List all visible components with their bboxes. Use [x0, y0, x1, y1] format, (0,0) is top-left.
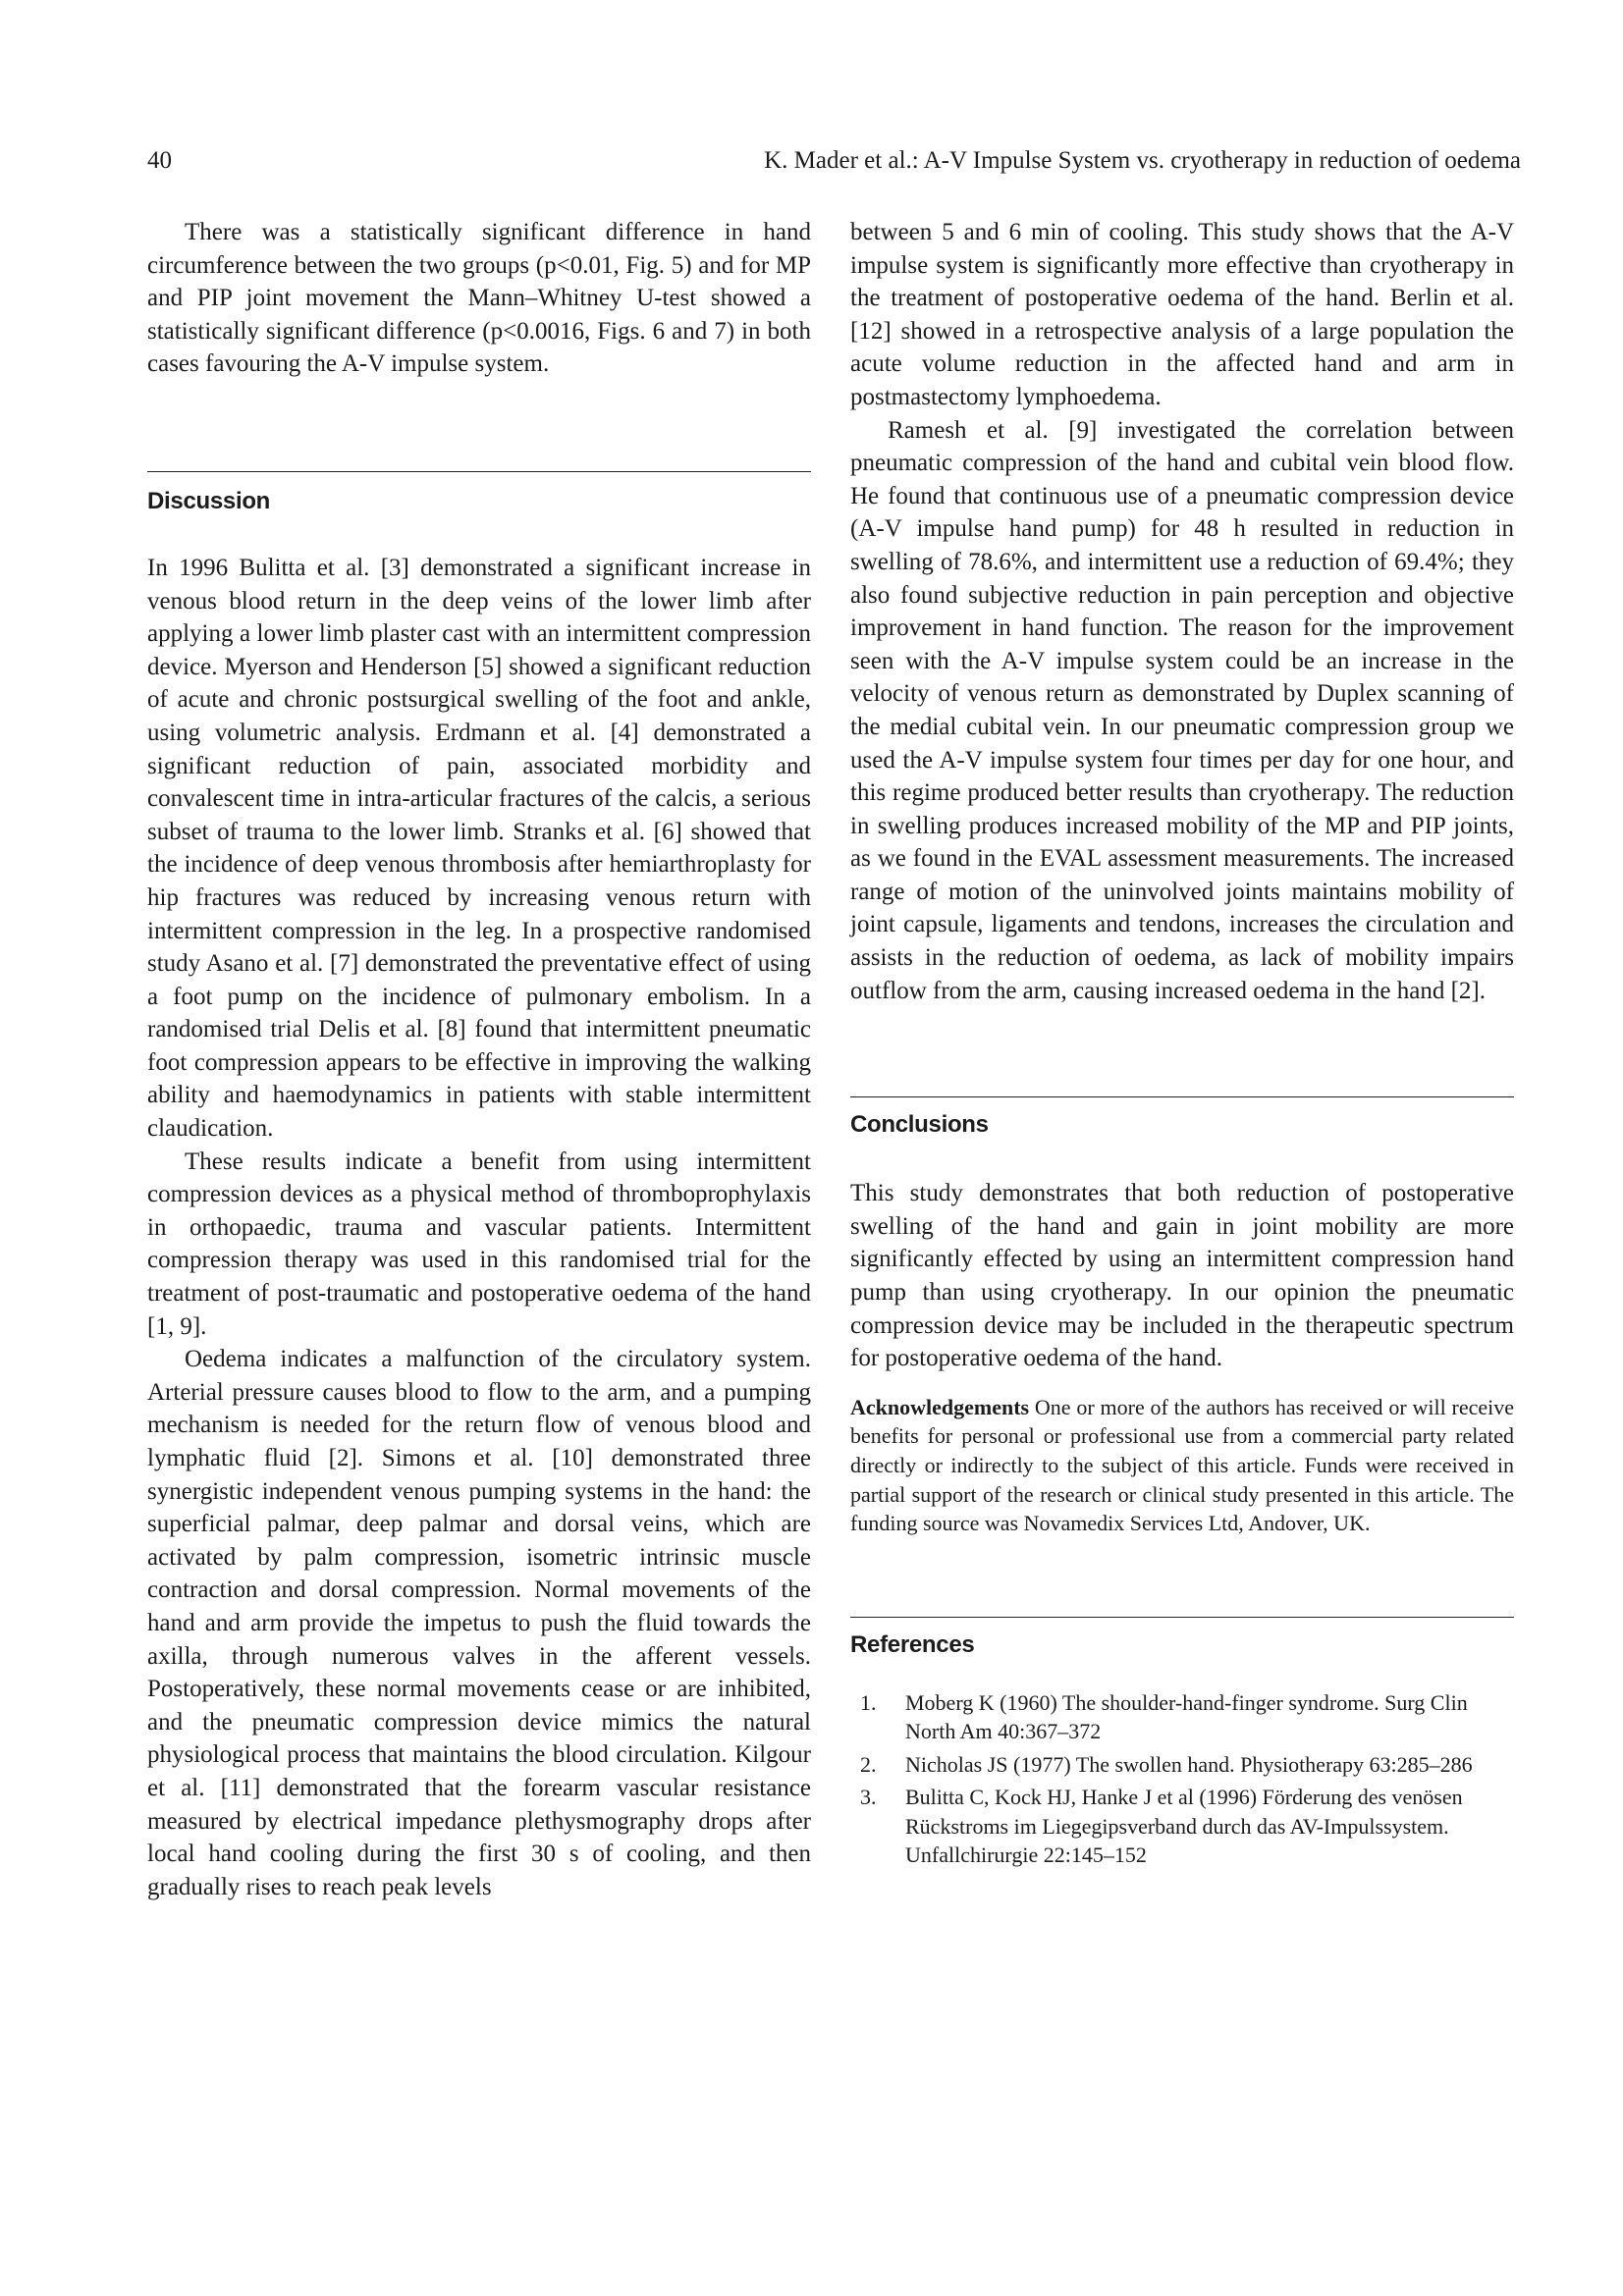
discussion-heading: Discussion	[147, 487, 271, 514]
reference-number: 3.	[860, 1785, 877, 1810]
running-head: K. Mader et al.: A-V Impulse System vs. cryotherapy in reduction of oedema	[764, 147, 1521, 174]
acknowledgements-label: Acknowledgements	[850, 1394, 1030, 1419]
reference-item	[850, 1750, 1514, 1780]
reference-item	[850, 1783, 1514, 1870]
references-rule	[850, 1617, 1514, 1618]
discussion-paragraph: Oedema indicates a malfunction of the circulatory system. Arterial pressure causes blood to flow to the arm, and a pumping mechanism is needed for the return flow of venous blood and lymphatic fluid [2]. Simons et al. [10] demonstrated three synergistic independent venous pumping systems in the hand: the superficial palmar, deep palmar and dorsal veins, which are activated by palm compression, isometric intrinsic muscle contraction and dorsal compression. Normal movements of the hand and arm provide the impetus to push the fluid towards the axilla, through numerous valves in the afferent vessels. Postoperatively, these normal movements cease or are inhibited, and the pneumatic compression device mimics the natural physiological process that maintains the blood circulation. Kilgour et al. [11] demonstrated that the forearm vascular resistance measured by electrical impedance plethysmography drops after local hand cooling during the first 30 s of cooling, and then gradually rises to reach peak levels	[147, 1346, 811, 1900]
conclusions-paragraph: This study demonstrates that both reduction of postoperative swelling of the hand and gain in joint mobility are more significantly effected by using an intermittent compression hand pump than using cryotherapy. In our opinion the pneumatic compression device may be included in the therapeutic spectrum for postoperative oedema of the hand.	[850, 1180, 1514, 1372]
left-column	[147, 216, 811, 1903]
right-column	[850, 216, 1514, 1874]
acknowledgements	[850, 1393, 1514, 1538]
discussion-paragraph: In 1996 Bulitta et al. [3] demonstrated a significant increase in venous blood return in the deep veins of the lower limb after applying a lower limb plaster cast with an intermittent compression device. Myerson and Henderson [5] showed a significant reduction of acute and chronic postsurgical swelling of the foot and ankle, using volumetric analysis. Erdmann et al. [4] demonstrated a significant reduction of pain, associated morbidity and convalescent time in intra-articular fractures of the calcis, a serious subset of trauma to the lower limb. Stranks et al. [6] showed that the incidence of deep venous thrombosis after hemiarthroplasty for hip fractures was reduced by increasing venous return with intermittent compression in the leg. In a prospective randomised study Asano et al. [7] demonstrated the preventative effect of using a foot pump on the incidence of pulmonary embolism. In a randomised trial Delis et al. [8] found that intermittent pneumatic foot compression appears to be effective in improving the walking ability and haemodynamics in patients with stable intermittent claudication.	[147, 554, 811, 1143]
reference-text: Nicholas JS (1977) The swollen hand. Physiotherapy 63:285–286	[905, 1751, 1473, 1777]
page-number: 40	[147, 147, 172, 174]
continued-paragraph: between 5 and 6 min of cooling. This study shows that the A-V impulse system is significantly more effective than cryotherapy in the treatment of postoperative oedema of the hand. Berlin et al. [12] showed in a retrospective analysis of a large population the acute volume reduction in the affected hand and arm in postmastectomy lymphoedema.	[850, 219, 1514, 410]
acknowledgements-text: One or more of the authors has received or will receive benefits for personal or professional use from a commercial party related directly or indirectly to the subject of this article. Funds were received in partial support of the research or clinical study presented in this article. The funding source was Novamedix Services Ltd, Andover, UK.	[850, 1394, 1514, 1536]
results-paragraph: There was a statistically significant difference in hand circumference between the two groups (p<0.01, Fig. 5) and for MP and PIP joint movement the Mann–Whitney U-test showed a statistically significant difference (p<0.0016, Figs. 6 and 7) in both cases favouring the A-V impulse system.	[147, 219, 811, 378]
reference-text: Bulitta C, Kock HJ, Hanke J et al (1996) Förderung des venösen Rückstroms im Liegegipsverband durch das AV-Impulssystem. Unfallchirurgie 22:145–152	[905, 1785, 1463, 1868]
reference-item	[850, 1688, 1514, 1746]
reference-number: 1.	[860, 1689, 877, 1715]
conclusions-rule	[850, 1096, 1514, 1097]
conclusions-heading: Conclusions	[850, 1111, 989, 1139]
reference-text: Moberg K (1960) The shoulder-hand-finger syndrome. Surg Clin North Am 40:367–372	[905, 1689, 1468, 1744]
reference-list	[850, 1688, 1514, 1870]
discussion-rule	[147, 471, 811, 472]
reference-number: 2.	[860, 1751, 877, 1777]
references-heading: References	[850, 1630, 975, 1658]
discussion-paragraph: These results indicate a benefit from using intermittent compression devices as a physical method of thromboprophylaxis in orthopaedic, trauma and vascular patients. Intermittent compression therapy was used in this randomised trial for the treatment of post-traumatic and postoperative oedema of the hand [1, 9].	[147, 1148, 811, 1340]
ramesh-paragraph: Ramesh et al. [9] investigated the correlation between pneumatic compression of the hand and cubital vein blood flow. He found that continuous use of a pneumatic compression device (A-V impulse hand pump) for 48 h resulted in reduction in swelling of 78.6%, and intermittent use a reduction of 69.4%; they also found subjective reduction in pain perception and objective improvement in hand function. The reason for the improvement seen with the A-V impulse system could be an increase in the velocity of venous return as demonstrated by Duplex scanning of the medial cubital vein. In our pneumatic compression group we used the A-V impulse system four times per day for one hour, and this regime produced better results than cryotherapy. The reduction in swelling produces increased mobility of the MP and PIP joints, as we found in the EVAL assessment measurements. The increased range of motion of the uninvolved joints maintains mobility of joint capsule, ligaments and tendons, increases the circulation and assists in the reduction of oedema, as lack of mobility impairs outflow from the arm, causing increased oedema in the hand [2].	[850, 416, 1514, 1004]
